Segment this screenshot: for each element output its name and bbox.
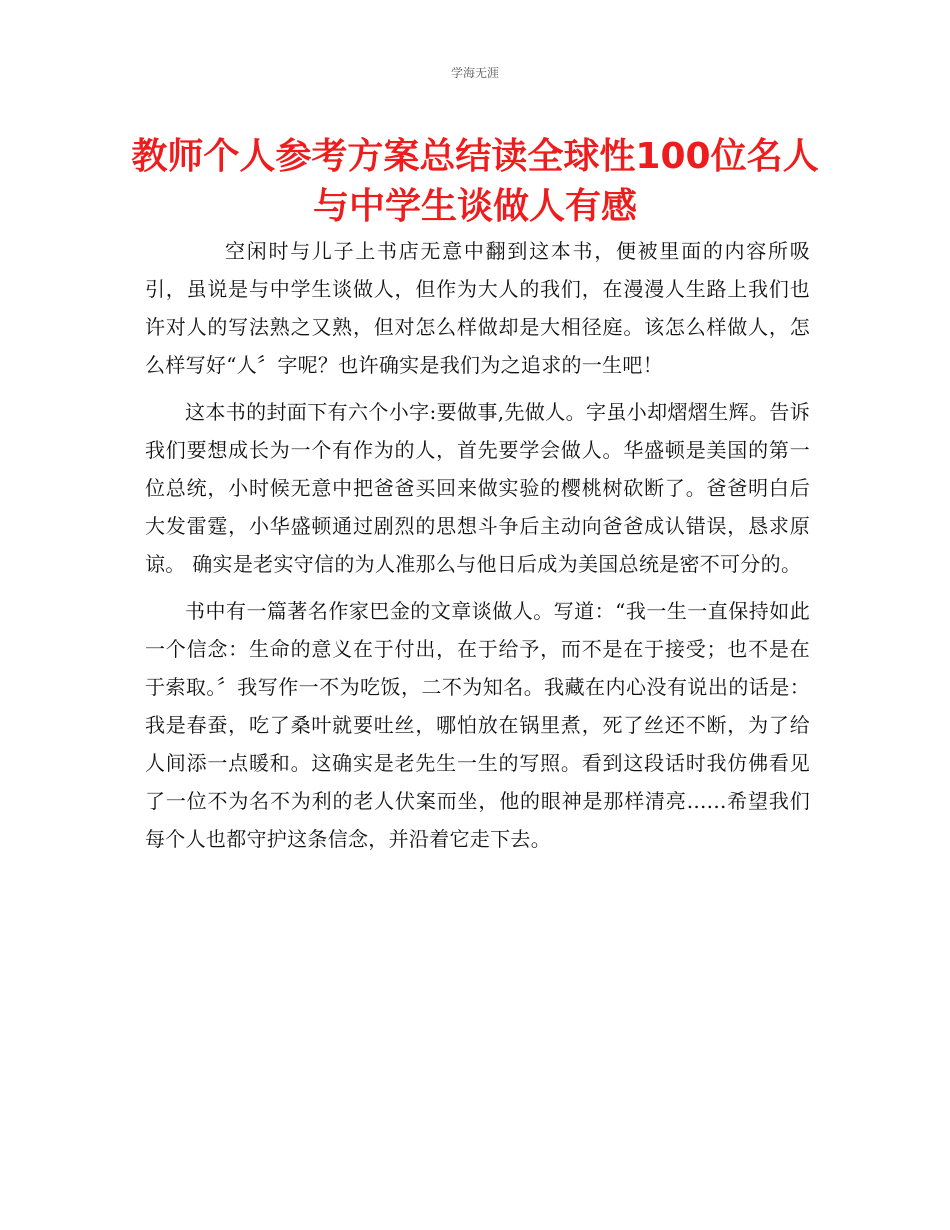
document-body: [145, 232, 810, 858]
paragraph-3: 书中有一篇著名作家巴金的文章谈做人。写道：“我一生一直保持如此一个信念：生命的意义在于付出，在于给予，而不是在于接受；也不是在于索取。〞我写作一不为吃饭，二不为知名。我藏在内心没有说出的话是：我是春蚕，吃了桑叶就要吐丝，哪怕放在锅里煮，死了丝还不断，为了给人间添一点暖和。这确实是老先生一生的写照。看到这段话时我仿佛看见了一位不为名不为利的老人伏案而坐，他的眼神是那样清亮......希望我们每个人也都守护这条信念，并沿着它走下去。: [145, 599, 810, 851]
document-title: 教师个人参考方案总结读全球性100位名人与中学生谈做人有感: [131, 136, 819, 227]
paragraph-1: 空闲时与儿子上书店无意中翻到这本书，便被里面的内容所吸引，虽说是与中学生谈做人，但作为大人的我们，在漫漫人生路上我们也许对人的写法熟之又熟，但对怎么样做却是大相径庭。该怎么样做人，怎么样写好“人〞字呢？也许确实是我们为之追求的一生吧！: [145, 239, 810, 377]
page-header: 学海无涯: [450, 66, 499, 80]
paragraph-2: 这本书的封面下有六个小字:要做事,先做人。字虽小却熠熠生辉。告诉我们要想成长为一个有作为的人，首先要学会做人。华盛顿是美国的第一位总统，小时候无意中把爸爸买回来做实验的樱桃树砍断了。爸爸明白后大发雷霆，小华盛顿通过剧烈的思想斗争后主动向爸爸成认错误，恳求原谅。 确实是老实守信的为人准那么与他日后成为美国总统是密不可分的。: [145, 400, 810, 576]
